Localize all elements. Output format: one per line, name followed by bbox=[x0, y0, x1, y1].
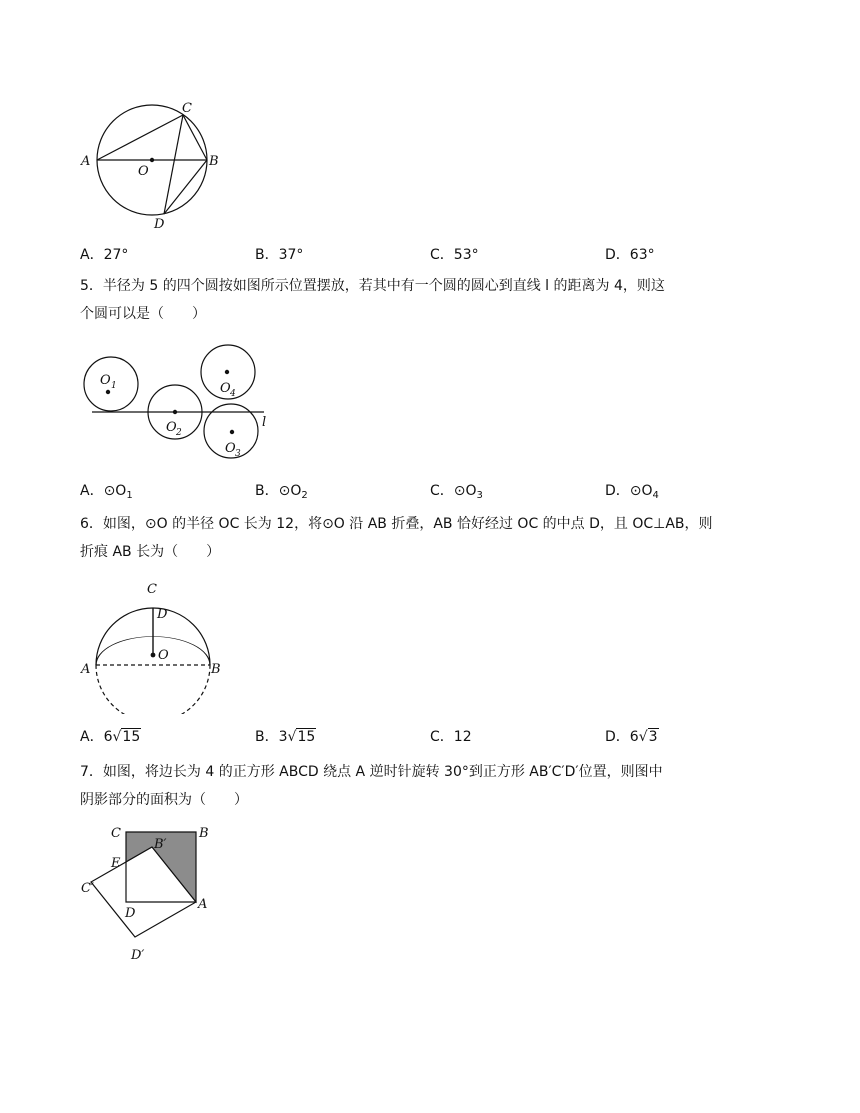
q6-option-a-coef: 6 bbox=[103, 729, 113, 745]
q4-options bbox=[80, 244, 780, 268]
q6-option-d-coef: 6 bbox=[629, 729, 639, 745]
q5-option-a-letter: A． bbox=[80, 483, 104, 499]
q7-label-e: E bbox=[111, 856, 121, 871]
q5-center-o4 bbox=[225, 370, 229, 374]
q4-option-d-letter: D． bbox=[605, 247, 630, 263]
q6-label-d: D bbox=[157, 607, 168, 622]
q5-option-b-letter: B． bbox=[255, 483, 279, 499]
q4-option-c[interactable] bbox=[430, 244, 479, 264]
q5-label-l: l bbox=[262, 415, 267, 430]
q6-stem-line1: 6．如图，⊙O 的半径 OC 长为 12，将⊙O 沿 AB 折叠，AB 恰好经过 OC 的中点 D，且 OC⊥AB，则 bbox=[80, 516, 713, 532]
q5-option-d-symbol: ⊙O bbox=[629, 483, 653, 499]
q7-label-a: A bbox=[198, 897, 208, 912]
q4-option-b[interactable] bbox=[255, 244, 303, 264]
q4-center-point bbox=[150, 158, 154, 162]
q6-lower-arc-dashed bbox=[96, 665, 210, 714]
q6-option-d-radicand: 3 bbox=[648, 729, 658, 745]
q4-chord-ac bbox=[97, 115, 183, 160]
q5-option-d-sub: 4 bbox=[652, 490, 659, 501]
q5-option-a-sub: 1 bbox=[126, 490, 133, 501]
q5-label-o3: O bbox=[225, 441, 236, 456]
q7-stem-line1: 7．如图，将边长为 4 的正方形 ABCD 绕点 A 逆时针旋转 30°到正方形 AB′C′D′位置，则图中 bbox=[80, 764, 663, 780]
q6-option-c-letter: C． bbox=[430, 729, 454, 745]
q6-option-b-radicand: 15 bbox=[297, 729, 316, 745]
q4-chord-cb bbox=[183, 115, 207, 160]
q6-option-a-letter: A． bbox=[80, 729, 104, 745]
q7-label-d: D bbox=[125, 906, 136, 921]
q6-label-a: A bbox=[81, 662, 91, 677]
q4-option-a-letter: A． bbox=[80, 247, 104, 263]
q5-center-o2 bbox=[173, 410, 177, 414]
q5-label-o2: O bbox=[166, 420, 177, 435]
q4-option-c-text: 53° bbox=[453, 247, 479, 263]
q4-label-o: O bbox=[138, 164, 149, 179]
q6-stem bbox=[80, 510, 780, 566]
q7-label-b: B bbox=[199, 826, 209, 841]
q6-option-b-coef: 3 bbox=[278, 729, 288, 745]
q4-label-b: B bbox=[209, 154, 219, 169]
q6-figure bbox=[78, 578, 228, 714]
q4-option-b-text: 37° bbox=[278, 247, 304, 263]
q4-label-a: A bbox=[81, 154, 91, 169]
q4-option-a-text: 27° bbox=[103, 247, 129, 263]
q4-label-d: D bbox=[154, 217, 165, 232]
q5-stem-line2: 个圆可以是（ ） bbox=[80, 306, 206, 322]
q6-option-c-text: 12 bbox=[453, 729, 472, 745]
q5-option-c-sub: 3 bbox=[476, 490, 483, 501]
q5-label-o1-sub: 1 bbox=[111, 381, 117, 391]
q4-chord-cd bbox=[164, 115, 183, 214]
q7-label-cp: C′ bbox=[81, 881, 94, 896]
q7-label-dp: D′ bbox=[131, 948, 145, 963]
q5-center-o1 bbox=[106, 390, 110, 394]
q6-option-a[interactable] bbox=[80, 726, 141, 746]
q6-stem-line2: 折痕 AB 长为（ ） bbox=[80, 544, 221, 560]
q5-option-b[interactable] bbox=[255, 480, 308, 501]
sqrt-icon: √ bbox=[112, 729, 122, 745]
q5-center-o3 bbox=[230, 430, 234, 434]
q5-label-o4: O bbox=[220, 381, 231, 396]
q7-figure bbox=[78, 822, 228, 968]
q6-options bbox=[80, 726, 780, 750]
q6-option-b-letter: B． bbox=[255, 729, 279, 745]
sqrt-icon: √ bbox=[287, 729, 297, 745]
q4-option-a[interactable] bbox=[80, 244, 128, 264]
q7-label-bp: B′ bbox=[154, 837, 167, 852]
q5-option-a[interactable] bbox=[80, 480, 133, 501]
q6-center-point bbox=[151, 653, 156, 658]
q6-option-d-letter: D． bbox=[605, 729, 630, 745]
q5-options bbox=[80, 480, 780, 504]
q6-label-c: C bbox=[147, 582, 157, 597]
q4-option-d[interactable] bbox=[605, 244, 655, 264]
q5-option-b-symbol: ⊙O bbox=[278, 483, 302, 499]
q5-label-o1: O bbox=[100, 373, 111, 388]
q5-option-c[interactable] bbox=[430, 480, 483, 501]
q5-option-d[interactable] bbox=[605, 480, 659, 501]
q5-option-c-letter: C． bbox=[430, 483, 454, 499]
q5-label-o4-sub: 4 bbox=[230, 389, 236, 399]
q5-label-o3-sub: 3 bbox=[235, 449, 241, 459]
q5-stem bbox=[80, 272, 780, 328]
q4-option-c-letter: C． bbox=[430, 247, 454, 263]
q4-option-d-text: 63° bbox=[629, 247, 655, 263]
q6-option-c[interactable] bbox=[430, 726, 472, 746]
q5-option-a-symbol: ⊙O bbox=[103, 483, 127, 499]
q5-label-o2-sub: 2 bbox=[176, 428, 182, 438]
sqrt-icon: √ bbox=[638, 729, 648, 745]
q6-label-b: B bbox=[211, 662, 221, 677]
q5-figure bbox=[78, 338, 278, 462]
q4-option-b-letter: B． bbox=[255, 247, 279, 263]
q6-label-o: O bbox=[158, 648, 169, 663]
q6-option-d[interactable] bbox=[605, 726, 659, 746]
q7-label-c: C bbox=[111, 826, 121, 841]
q7-stem bbox=[80, 758, 780, 814]
q4-label-c: C bbox=[182, 101, 192, 116]
q5-option-d-letter: D． bbox=[605, 483, 630, 499]
q6-option-b[interactable] bbox=[255, 726, 316, 746]
q6-option-a-radicand: 15 bbox=[122, 729, 141, 745]
q7-stem-line2: 阴影部分的面积为（ ） bbox=[80, 792, 248, 808]
q4-figure bbox=[78, 100, 228, 234]
q5-option-b-sub: 2 bbox=[301, 490, 308, 501]
q5-stem-line1: 5．半径为 5 的四个圆按如图所示位置摆放，若其中有一个圆的圆心到直线 l 的距离为 4，则这 bbox=[80, 278, 665, 294]
q5-option-c-symbol: ⊙O bbox=[453, 483, 477, 499]
